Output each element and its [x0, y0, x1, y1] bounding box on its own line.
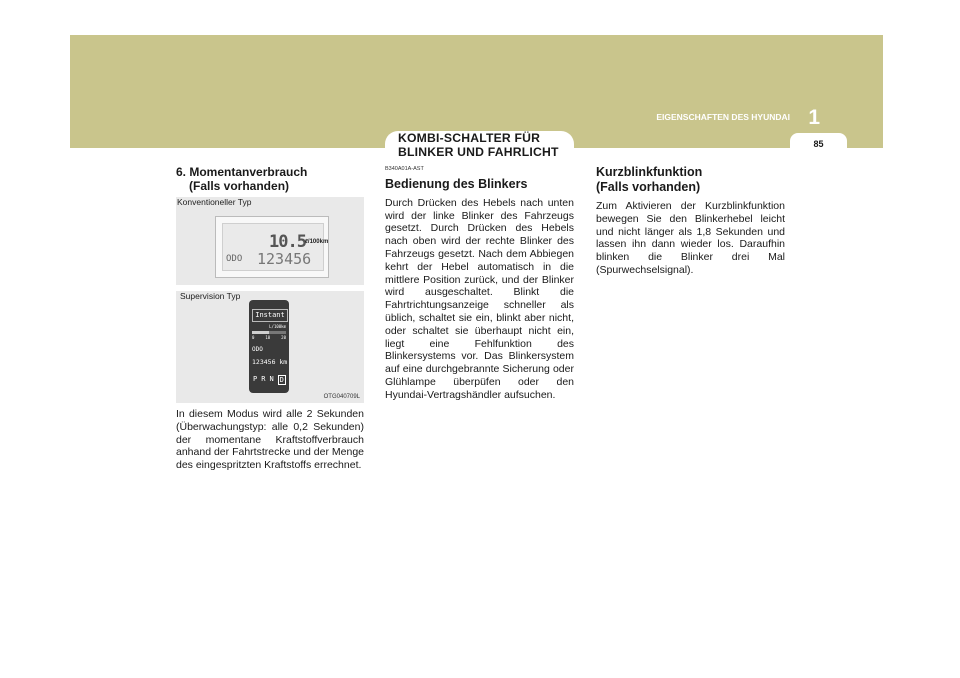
blinker-heading: Bedienung des Blinkers [385, 176, 528, 191]
gear-p: P [253, 375, 258, 383]
consumption-unit: ℓ/100km [305, 239, 329, 245]
consumption-bar-fill [252, 331, 269, 334]
momentanverbrauch-heading-line1: 6. Momentanverbrauch [176, 165, 308, 179]
supervision-odo-label: ODO [252, 346, 263, 353]
figure-code: OTG040709L [323, 394, 360, 400]
odo-label: ODO [226, 254, 243, 264]
odo-value: 123456 [257, 250, 312, 268]
consumption-value: 10.5 [269, 232, 306, 252]
conventional-display [215, 216, 329, 278]
page-number: 85 [813, 139, 824, 149]
section-code: B340A01A-AST [385, 166, 424, 172]
kurzblink-heading-line1: Kurzblinkfunktion [596, 165, 703, 179]
instant-mode-label: Instant [252, 309, 288, 322]
label-supervision: Supervision Typ [180, 291, 241, 301]
momentanverbrauch-heading-line2: (Falls vorhanden) [189, 179, 290, 193]
gear-d: D [279, 376, 284, 384]
scale-ticks [252, 335, 286, 340]
section-title [398, 131, 568, 159]
scale-tick: 20 [281, 335, 286, 340]
gear-indicator [253, 375, 286, 385]
scale-tick: 10 [265, 335, 271, 340]
kurzblink-heading-line2: (Falls vorhanden) [596, 180, 701, 194]
conventional-lcd [222, 223, 329, 271]
momentanverbrauch-body: In diesem Modus wird alle 2 Sekunden (Überwachungstyp: alle 0,2 Sekunden) der momentane Kraftstoffverbrauch anhand der Fahrtstrecke und der Menge des eingespritzten Kraftstoffs errechnet. [176, 408, 364, 472]
momentanverbrauch-heading [176, 165, 364, 193]
middle-column [385, 163, 574, 402]
kurzblink-body: Zum Aktivieren der Kurzblinkfunktion bewegen Sie den Blinkerhebel leicht und nicht länger als 1,8 Sekunden und lassen ihn dann wieder los. Daraufhin blinken die Blinker drei Mal (Spurwechselsignal). [596, 200, 785, 276]
left-column [176, 163, 364, 193]
section-title-line2: BLINKER UND FAHRLICHT [398, 145, 559, 159]
supervision-display [249, 300, 289, 393]
chapter-title: EIGENSCHAFTEN DES HYUNDAI [656, 112, 790, 122]
gear-r: R [261, 375, 266, 383]
label-conventional: Konventioneller Typ [177, 197, 252, 207]
section-title-line1: KOMBI-SCHALTER FÜR [398, 131, 541, 145]
chapter-number: 1 [808, 106, 820, 129]
scale-tick: 0 [252, 335, 255, 340]
page-number-tab [790, 133, 847, 151]
kurzblink-heading [596, 165, 785, 195]
figure-supervision [176, 291, 364, 403]
supervision-unit: L/100km [269, 324, 286, 329]
blinker-body: Durch Drücken des Hebels nach unten wird der linke Blinker des Fahrzeugs gesetzt. Durch Drücken des Hebels nach oben wird der rechte Blinker des Fahrzeugs gesetzt. Nach dem Abbiegen kehrt der Hebel automatisch in die mittlere Position zurück, und der Blinker wird ausgeschaltet. Blinkt die Fahrtrichtungsanzeige schneller als üblich, schaltet sie ein, blinkt aber nicht, oder schaltet sie überhaupt nicht ein, liegt eine Fehlfunktion des Blinkersystems vor. Das Blinkersystem auf eine durchgebrannte Sicherung oder Glühlampe überpüfen oder den Hyundai-Vertragshändler aufsuchen. [385, 196, 574, 401]
supervision-odo-value: 123456 km [252, 358, 288, 366]
gear-n: N [269, 375, 274, 383]
right-column [596, 163, 785, 277]
figure-conventional [176, 197, 364, 285]
consumption-bar [252, 331, 286, 334]
